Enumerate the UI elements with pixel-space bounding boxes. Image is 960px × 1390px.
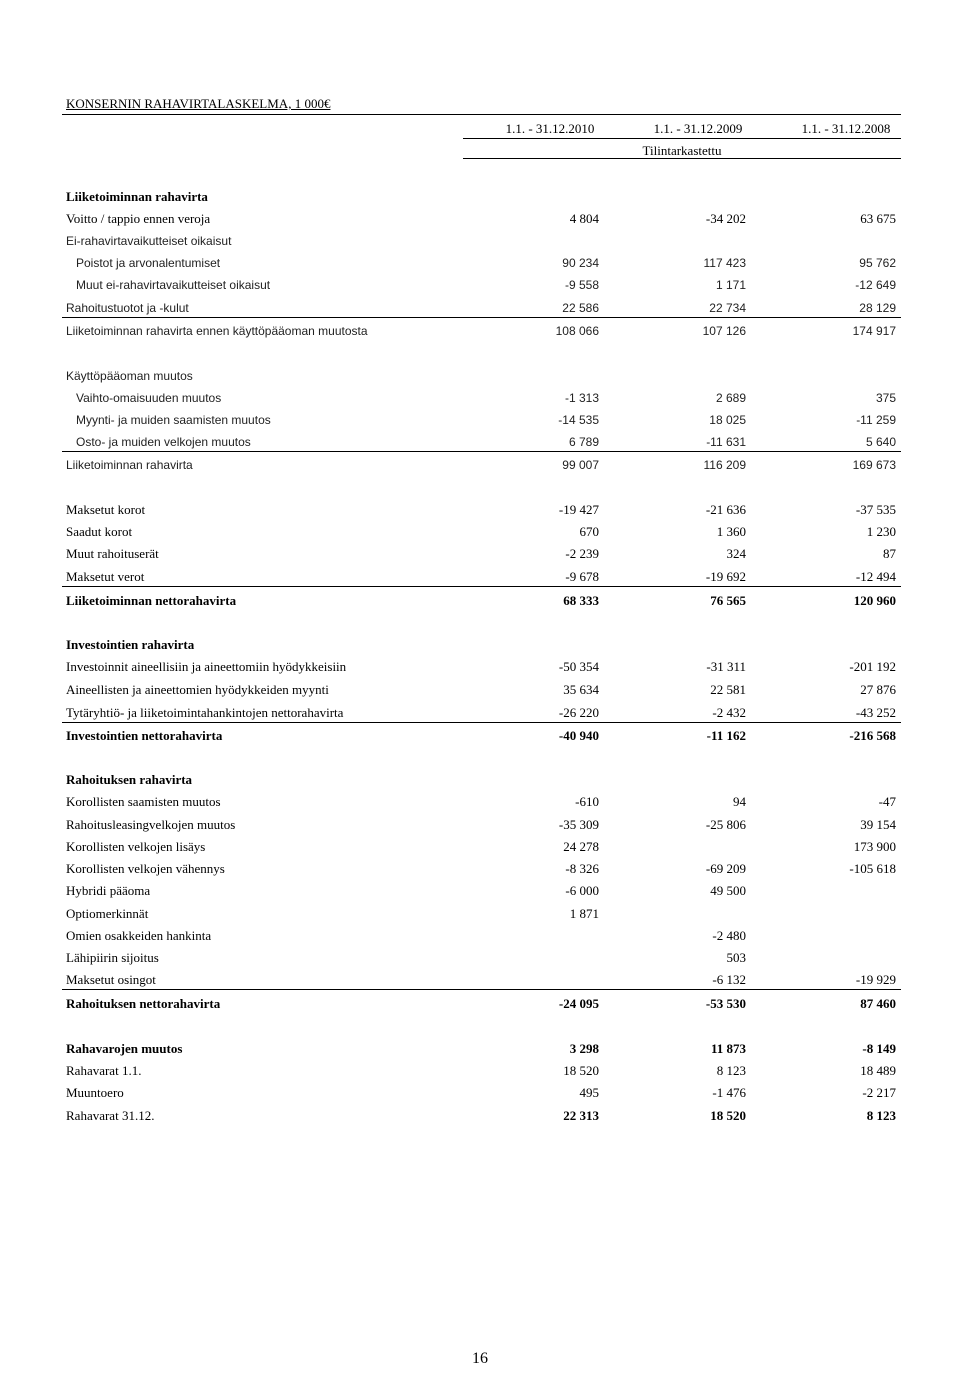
row-value-2009: -2 432 (712, 705, 746, 720)
row-value-2008: 27 876 (860, 682, 896, 697)
title-rule (62, 114, 901, 115)
row-label: Osto- ja muiden velkojen muutos (76, 435, 251, 449)
row-value-2009: 22 734 (709, 301, 746, 315)
row-value-2009: 22 581 (710, 682, 746, 697)
row-value-2010: -35 309 (558, 817, 599, 832)
row-value-2008: 95 762 (859, 256, 896, 270)
row-label: Korollisten velkojen vähennys (66, 861, 225, 876)
row-value-2010: -50 354 (558, 659, 599, 674)
row-label: Lähipiirin sijoitus (66, 950, 159, 965)
row-value-2008: 87 (883, 546, 896, 561)
row-value-2008: -105 618 (849, 861, 896, 876)
row-value-2009: 94 (733, 794, 746, 809)
row-value-2009: 49 500 (710, 883, 746, 898)
row-value-2009: -11 162 (706, 728, 746, 743)
row-value-2009: -69 209 (705, 861, 746, 876)
row-label: Poistot ja arvonalentumiset (76, 256, 221, 270)
period-2010-header: 1.1. - 31.12.2010 (505, 121, 595, 136)
row-label: Omien osakkeiden hankinta (66, 928, 212, 943)
row-value-2010: 35 634 (563, 682, 599, 697)
row-value-2009: 18 520 (710, 1108, 746, 1123)
row-value-2009: 117 423 (703, 256, 746, 270)
row-label: Maksetut verot (66, 569, 145, 584)
row-label: Rahoitustuotot ja -kulut (66, 301, 189, 315)
row-value-2009: 324 (726, 546, 746, 561)
row-value-2009: 1 171 (715, 278, 746, 292)
row-value-2008: -2 217 (862, 1085, 896, 1100)
row-value-2010: 495 (579, 1085, 599, 1100)
audited-label: Tilintarkastettu (642, 143, 722, 158)
row-rule (62, 451, 901, 452)
row-value-2008: 169 673 (852, 458, 896, 472)
row-value-2008: 5 640 (865, 435, 896, 449)
row-value-2008: 28 129 (859, 301, 896, 315)
row-value-2009: -19 692 (705, 569, 746, 584)
row-value-2010: -40 940 (558, 728, 599, 743)
row-value-2009: 1 360 (716, 524, 746, 539)
row-value-2010: -9 678 (565, 569, 599, 584)
row-value-2009: -1 476 (712, 1085, 746, 1100)
row-value-2010: 22 586 (562, 301, 599, 315)
row-label: Maksetut korot (66, 502, 146, 517)
row-value-2009: -6 132 (712, 972, 746, 987)
row-label: Rahoituksen nettorahavirta (66, 996, 221, 1011)
row-value-2009: 503 (726, 950, 746, 965)
row-value-2008: 120 960 (853, 593, 896, 608)
row-value-2010: -6 000 (565, 883, 599, 898)
row-value-2009: -53 530 (705, 996, 746, 1011)
row-label: Rahavarojen muutos (66, 1041, 183, 1056)
row-value-2010: 18 520 (563, 1063, 599, 1078)
row-value-2008: -19 929 (855, 972, 896, 987)
row-value-2010: -8 326 (565, 861, 599, 876)
row-value-2010: 4 804 (569, 211, 599, 226)
row-value-2008: -12 494 (855, 569, 896, 584)
row-label: Muut rahoituserät (66, 546, 159, 561)
row-label: Investointien nettorahavirta (66, 728, 223, 743)
row-label: Saadut korot (66, 524, 133, 539)
row-value-2010: -19 427 (558, 502, 599, 517)
row-label: Investoinnit aineellisiin ja aineettomiin hyödykkeisiin (66, 659, 347, 674)
row-value-2009: -34 202 (705, 211, 746, 226)
row-value-2008: 18 489 (860, 1063, 896, 1078)
row-label: Muuntoero (66, 1085, 124, 1100)
row-value-2008: 39 154 (860, 817, 896, 832)
row-rule (62, 989, 901, 990)
row-value-2008: -8 149 (862, 1041, 896, 1056)
row-label: Tytäryhtiö- ja liiketoimintahankintojen nettorahavirta (66, 705, 344, 720)
row-value-2010: 68 333 (563, 593, 599, 608)
row-value-2008: -216 568 (849, 728, 896, 743)
row-value-2009: 11 873 (710, 1041, 746, 1056)
row-value-2010: -26 220 (558, 705, 599, 720)
row-value-2009: 76 565 (710, 593, 746, 608)
row-value-2009: 116 209 (703, 458, 746, 472)
audited-rule (463, 158, 901, 159)
row-value-2009: -11 631 (706, 435, 746, 449)
document-title: KONSERNIN RAHAVIRTALASKELMA, 1 000€ (66, 96, 331, 111)
row-label: Liiketoiminnan nettorahavirta (66, 593, 237, 608)
row-label: Liiketoiminnan rahavirta (66, 458, 193, 472)
row-label: Rahoituksen rahavirta (66, 772, 193, 787)
row-value-2010: 24 278 (563, 839, 599, 854)
row-value-2009: -25 806 (705, 817, 746, 832)
row-label: Ei-rahavirtavaikutteiset oikaisut (66, 234, 232, 248)
row-value-2009: 8 123 (716, 1063, 746, 1078)
row-label: Korollisten velkojen lisäys (66, 839, 206, 854)
row-value-2010: 22 313 (563, 1108, 599, 1123)
row-label: Myynti- ja muiden saamisten muutos (76, 413, 271, 427)
period-2008-header: 1.1. - 31.12.2008 (801, 121, 891, 136)
row-label: Voitto / tappio ennen veroja (66, 211, 211, 226)
row-value-2009: 107 126 (702, 324, 746, 338)
row-value-2008: 8 123 (866, 1108, 896, 1123)
row-value-2010: 108 066 (555, 324, 599, 338)
row-value-2010: -1 313 (564, 391, 599, 405)
row-label: Hybridi pääoma (66, 883, 151, 898)
row-label: Rahavarat 31.12. (66, 1108, 155, 1123)
row-value-2009: -31 311 (706, 659, 746, 674)
row-rule (62, 317, 901, 318)
row-label: Aineellisten ja aineettomien hyödykkeiden myynti (66, 682, 329, 697)
row-value-2009: -21 636 (705, 502, 746, 517)
row-value-2008: -201 192 (849, 659, 896, 674)
row-value-2010: -24 095 (558, 996, 599, 1011)
row-label: Vaihto-omaisuuden muutos (76, 391, 222, 405)
row-value-2008: 63 675 (860, 211, 896, 226)
row-value-2009: 18 025 (709, 413, 746, 427)
row-value-2010: 99 007 (562, 458, 599, 472)
row-value-2010: 1 871 (569, 906, 599, 921)
row-label: Käyttöpääoman muutos (66, 369, 193, 383)
row-label: Liiketoiminnan rahavirta (66, 189, 208, 204)
row-value-2010: 6 789 (568, 435, 599, 449)
row-value-2010: -610 (575, 794, 599, 809)
row-rule (62, 722, 901, 723)
row-value-2008: -37 535 (855, 502, 896, 517)
row-label: Liiketoiminnan rahavirta ennen käyttöpääoman muutosta (66, 324, 368, 338)
row-value-2009: 2 689 (715, 391, 746, 405)
row-value-2008: -12 649 (855, 278, 896, 292)
row-value-2008: 1 230 (866, 524, 896, 539)
period-2009-header: 1.1. - 31.12.2009 (653, 121, 743, 136)
row-value-2008: 174 917 (852, 324, 896, 338)
row-value-2010: -14 535 (558, 413, 599, 427)
row-value-2010: 3 298 (569, 1041, 599, 1056)
row-value-2008: 375 (875, 391, 896, 405)
row-label: Maksetut osingot (66, 972, 156, 987)
row-value-2010: 90 234 (562, 256, 599, 270)
row-value-2010: -9 558 (564, 278, 599, 292)
row-value-2010: -2 239 (565, 546, 599, 561)
period-header-rule (463, 138, 901, 139)
row-value-2010: 670 (579, 524, 599, 539)
row-label: Korollisten saamisten muutos (66, 794, 221, 809)
row-label: Rahoitusleasingvelkojen muutos (66, 817, 236, 832)
row-value-2008: -47 (878, 794, 896, 809)
row-rule (62, 586, 901, 587)
row-label: Rahavarat 1.1. (66, 1063, 142, 1078)
row-value-2008: -43 252 (855, 705, 896, 720)
row-value-2008: -11 259 (856, 413, 896, 427)
row-value-2008: 87 460 (860, 996, 896, 1011)
row-label: Investointien rahavirta (66, 637, 195, 652)
page-number: 16 (472, 1350, 488, 1367)
row-label: Optiomerkinnät (66, 906, 149, 921)
row-label: Muut ei-rahavirtavaikutteiset oikaisut (76, 278, 271, 292)
row-value-2008: 173 900 (853, 839, 896, 854)
row-value-2009: -2 480 (712, 928, 746, 943)
